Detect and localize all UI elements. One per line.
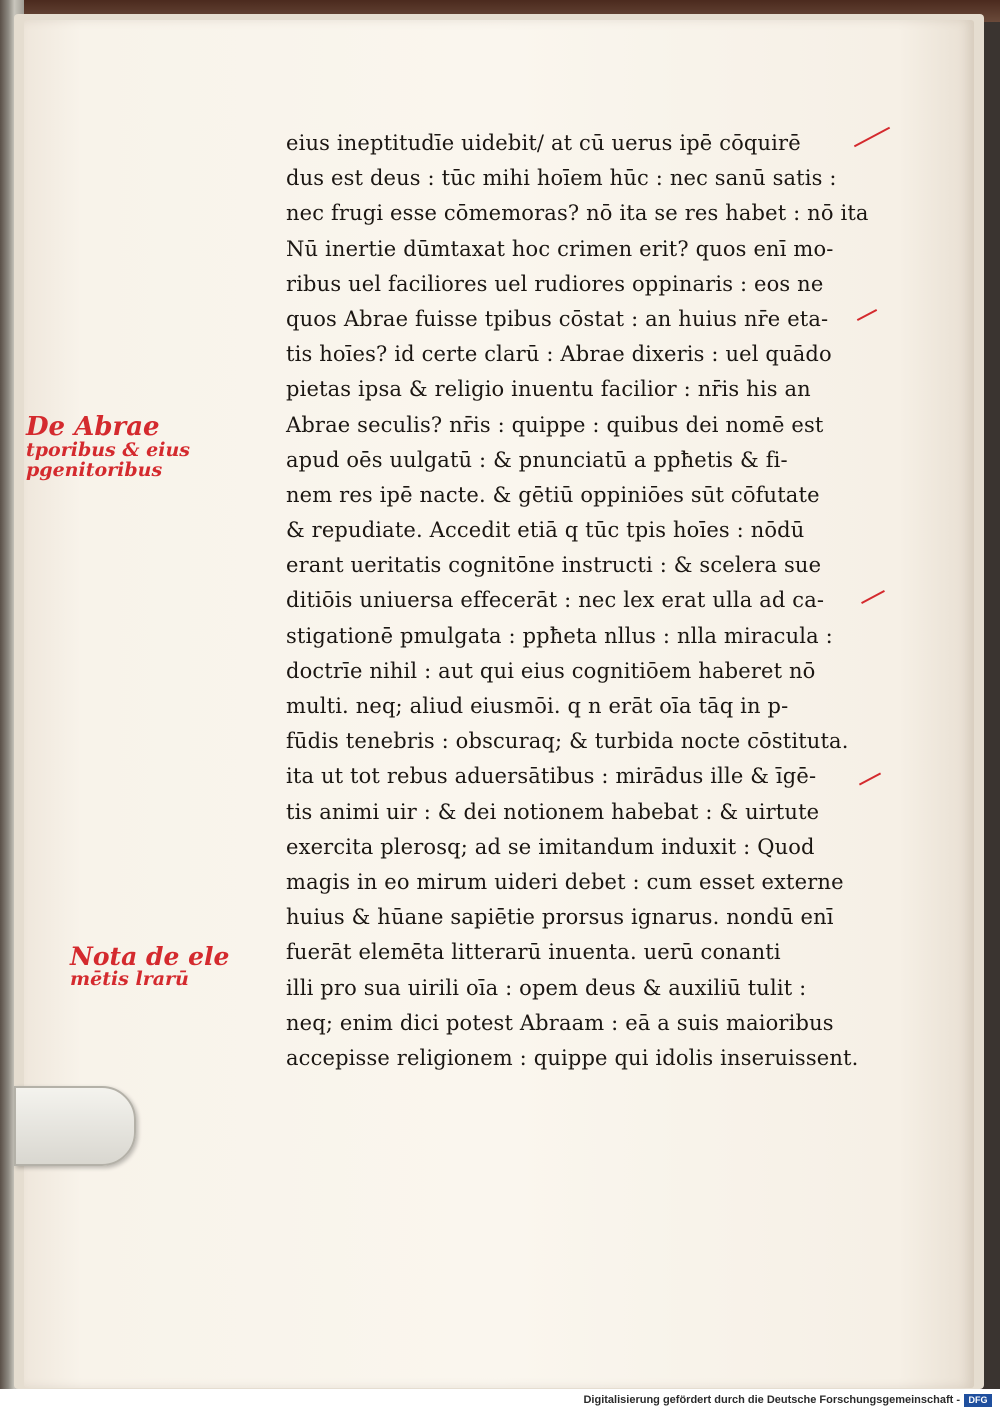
text-line: nec frugi esse cōmemoras? nō ita se res habet : nō ita bbox=[286, 201, 869, 226]
text-line: magis in eo mirum uideri debet : cum esset externe bbox=[286, 869, 844, 894]
margin-note-line: Nota de ele bbox=[70, 942, 230, 971]
text-line: tis hoīes? id certe clarū : Abrae dixeris : uel quādo bbox=[286, 342, 832, 367]
dfg-credit-text: Digitalisierung gefördert durch die Deutsche Forschungsgemeinschaft - bbox=[583, 1394, 960, 1406]
text-line: Abrae seculis? nr̄is : quippe : quibus dei nomē est bbox=[286, 412, 824, 437]
text-line: doctrīe nihil : aut qui eius cognitiōem haberet nō bbox=[286, 658, 816, 683]
text-line: erant ueritatis cognitōne instructi : & scelera sue bbox=[286, 553, 822, 578]
text-line: ita ut tot rebus aduersātibus : mirādus ille & īgē- bbox=[286, 764, 817, 789]
footer-bar bbox=[0, 1389, 1000, 1413]
text-line: fūdis tenebris : obscuraq; & turbida nocte cōstituta. bbox=[286, 729, 849, 754]
text-line: dus est deus : tūc mihi hoīem hūc : nec sanū satis : bbox=[286, 166, 837, 191]
text-line: pietas ipsa & religio inuentu facilior : nr̄is his an bbox=[286, 377, 811, 402]
text-line: eius ineptitudīe uidebit/ at cū uerus ipē cōquirē bbox=[286, 131, 801, 155]
text-line: apud oēs uulgatū : & pnunciatū a ppħetis & fi- bbox=[286, 447, 788, 472]
text-line: tis animi uir : & dei notionem habebat : & uirtute bbox=[286, 799, 820, 824]
main-text-block bbox=[286, 126, 886, 1076]
margin-note-abraham bbox=[26, 414, 236, 481]
text-line: ditiōis uniuersa effecerāt : nec lex erat ulla ad ca- bbox=[286, 588, 825, 613]
bookmark-tab bbox=[14, 1086, 136, 1166]
text-line: stigationē pmulgata : ppħeta nllus : nlla miracula : bbox=[286, 623, 833, 648]
margin-note-line: tporibus & eius bbox=[26, 439, 190, 462]
margin-note-letters bbox=[70, 944, 270, 990]
text-line: & repudiate. Accedit etiā q tūc tpis hoīes : nōdū bbox=[286, 518, 805, 543]
dfg-logo: DFG bbox=[964, 1394, 992, 1407]
text-line: fuerāt elemēta litterarū inuenta. uerū conanti bbox=[286, 940, 781, 965]
text-line: exercita plerosq; ad se imitandum induxit : Quod bbox=[286, 834, 815, 859]
text-line: quos Abrae fuisse tpibus cōstat : an huius nr̄e eta- bbox=[286, 306, 829, 331]
text-line: multi. neq; aliud eiusmōi. q n erāt oīa tāq in p- bbox=[286, 694, 789, 718]
text-line: huius & hūane sapiētie prorsus ignarus. nondū enī bbox=[286, 905, 834, 930]
text-line: Nū inertie dūmtaxat hoc crimen erit? quos enī mo- bbox=[286, 236, 834, 261]
text-line: illi pro sua uirili oīa : opem deus & auxiliū tulit : bbox=[286, 975, 807, 1000]
text-line: ribus uel faciliores uel rudiores oppinaris : eos ne bbox=[286, 271, 824, 296]
margin-note-line: pgenitoribus bbox=[26, 459, 163, 482]
text-line: nem res ipē nacte. & gētiū oppiniōes sūt cōfutate bbox=[286, 482, 820, 507]
margin-note-line: mētis lrarū bbox=[70, 968, 189, 991]
text-line: neq; enim dici potest Abraam : eā a suis maioribus bbox=[286, 1010, 834, 1035]
text-line: accepisse religionem : quippe qui idolis inseruissent. bbox=[286, 1045, 859, 1070]
margin-note-line: De Abrae bbox=[26, 412, 160, 442]
